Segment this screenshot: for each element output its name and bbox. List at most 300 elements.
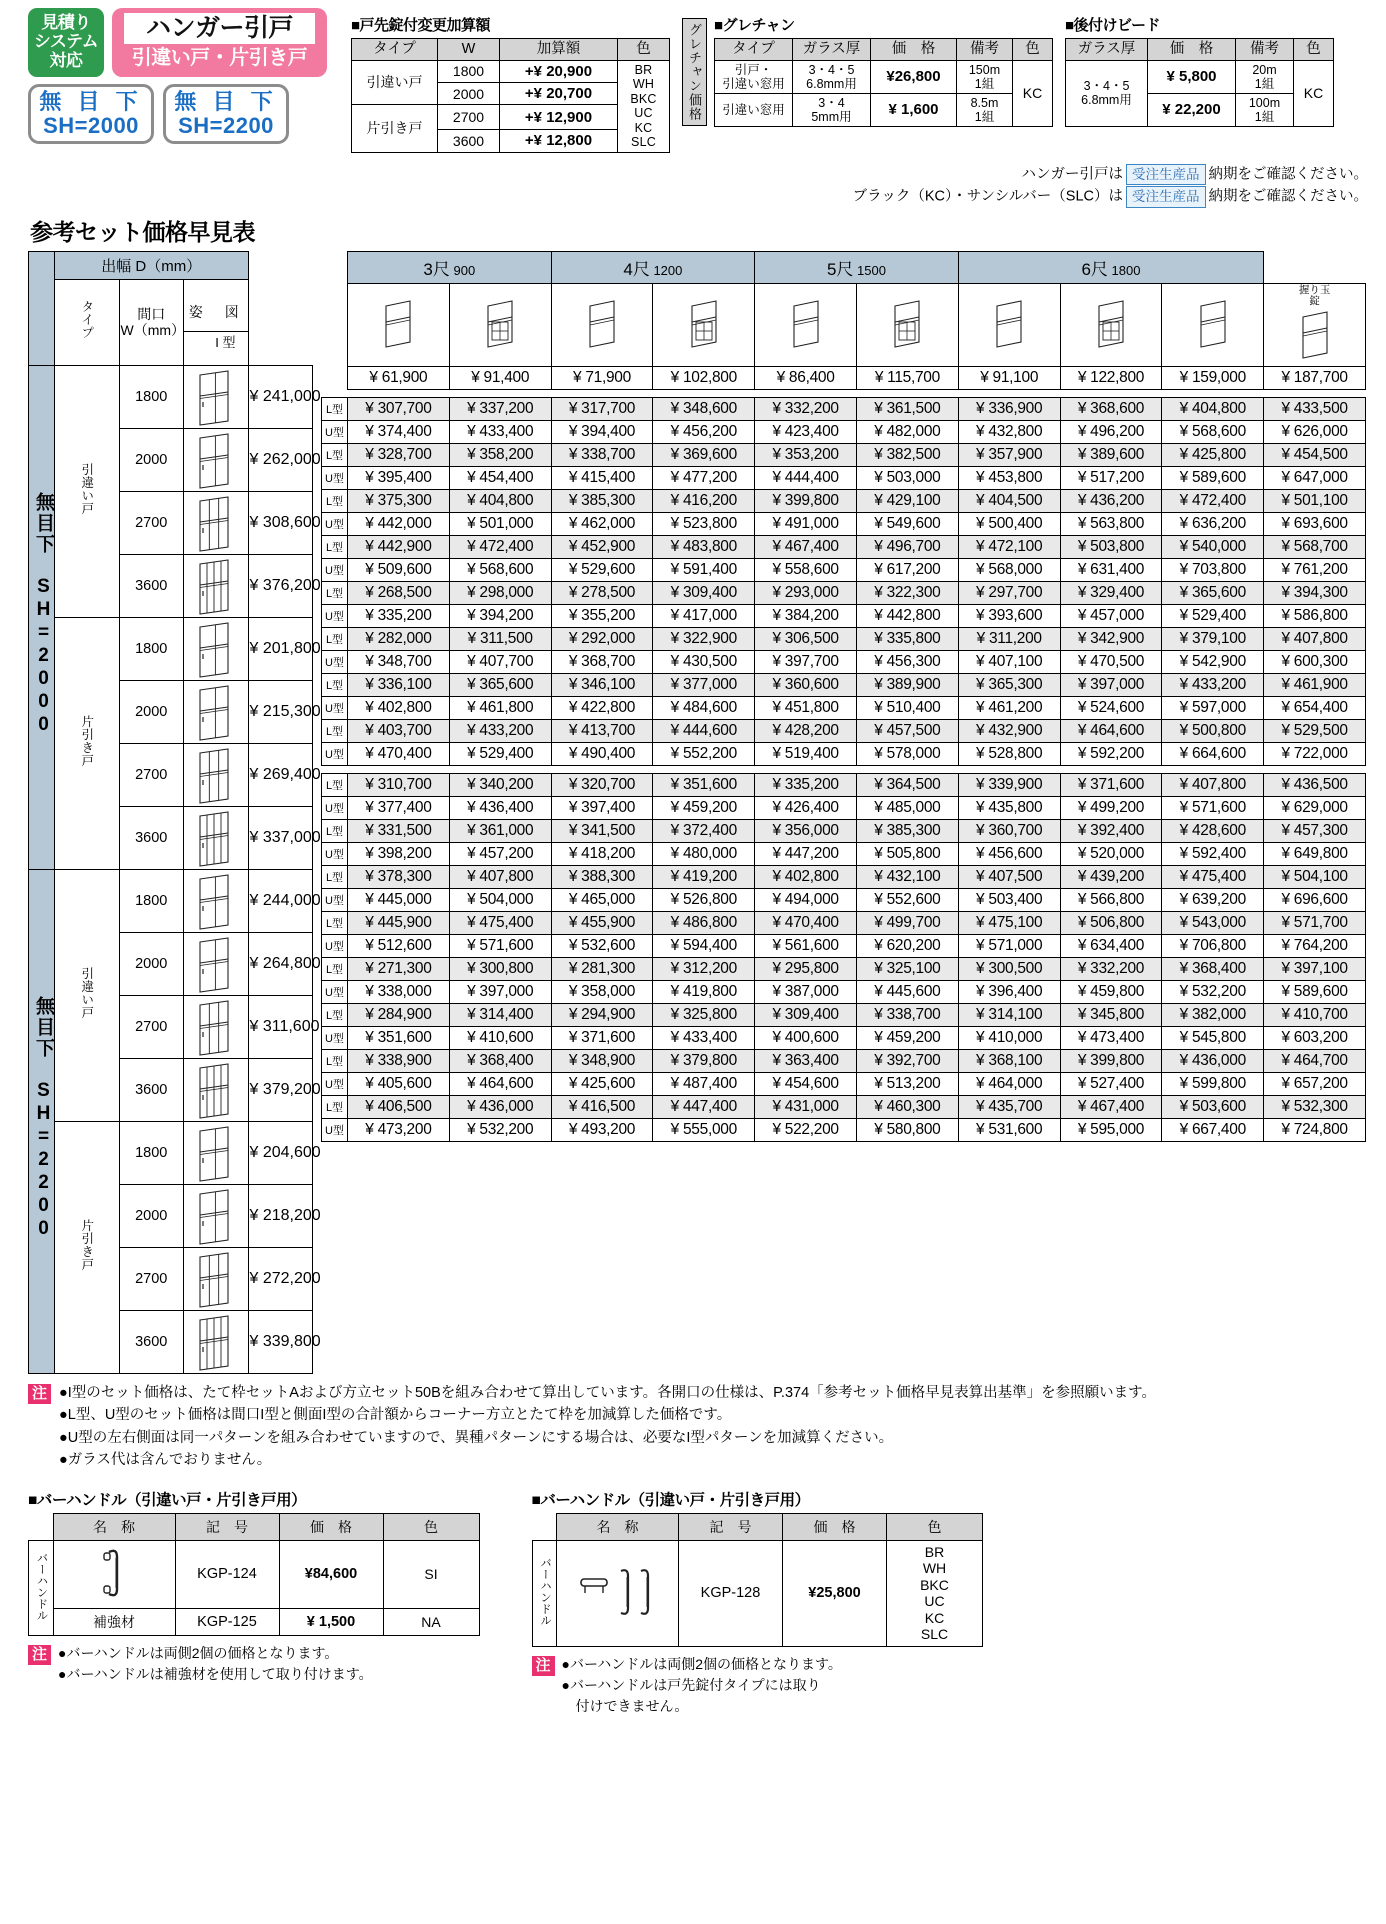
price-cell: ¥ 467,400 bbox=[755, 535, 857, 558]
price-cell: ¥ 311,200 bbox=[958, 627, 1060, 650]
price-cell: ¥ 664,600 bbox=[1162, 742, 1264, 765]
sh2000-badge bbox=[28, 84, 154, 144]
cell-w: 2000 bbox=[438, 82, 500, 104]
th-color: 色 bbox=[618, 39, 670, 61]
door-diagram-cell bbox=[184, 1247, 249, 1310]
width-cell: 3600 bbox=[119, 806, 184, 869]
price-cell: ¥ 317,700 bbox=[551, 397, 653, 420]
door-type-cell: 片引き戸 bbox=[55, 1121, 120, 1373]
sh2200-badge bbox=[163, 84, 289, 144]
handle-diagram-cell bbox=[53, 1540, 175, 1608]
price-cell: ¥ 503,400 bbox=[958, 888, 1060, 911]
right-header-row-1 bbox=[322, 251, 1366, 283]
price-cell: ¥ 360,700 bbox=[958, 819, 1060, 842]
th-code: 記 号 bbox=[679, 1513, 783, 1540]
sh2200-label: 無 目 下 bbox=[174, 88, 278, 114]
price-row-l bbox=[322, 819, 1366, 842]
price-cell: ¥ 456,600 bbox=[958, 842, 1060, 865]
price-cell: ¥ 491,000 bbox=[755, 512, 857, 535]
i-gata-price-cell: ¥ 91,100 bbox=[958, 366, 1060, 389]
door-diagram-cell bbox=[184, 680, 249, 743]
price-cell: ¥ 331,500 bbox=[348, 819, 450, 842]
set-price-cell: ¥ 262,000 bbox=[248, 428, 313, 491]
door-diagram-cell bbox=[184, 1121, 249, 1184]
price-table-right bbox=[321, 251, 1366, 1150]
handle-name-cell: 補強材 bbox=[53, 1608, 175, 1635]
price-cell: ¥ 524,600 bbox=[1060, 696, 1162, 719]
price-cell: ¥ 314,400 bbox=[449, 1003, 551, 1026]
top-small-tables bbox=[351, 8, 1334, 153]
price-cell: ¥ 442,900 bbox=[348, 535, 450, 558]
price-cell: ¥ 568,700 bbox=[1264, 535, 1366, 558]
price-cell: ¥ 336,100 bbox=[348, 673, 450, 696]
price-cell: ¥ 382,500 bbox=[856, 443, 958, 466]
price-cell: ¥ 501,100 bbox=[1264, 489, 1366, 512]
sh2000-label: 無 目 下 bbox=[39, 88, 143, 114]
price-row-u bbox=[322, 696, 1366, 719]
sh-label-cell: 無目下 SH=2000 bbox=[29, 365, 55, 869]
cell-price: ¥ 1,600 bbox=[871, 93, 957, 126]
price-cell: ¥ 292,000 bbox=[551, 627, 653, 650]
price-cell: ¥ 314,100 bbox=[958, 1003, 1060, 1026]
price-table-area bbox=[28, 251, 1372, 1374]
price-cell: ¥ 436,400 bbox=[449, 796, 551, 819]
price-cell: ¥ 436,000 bbox=[449, 1095, 551, 1118]
th-name: 名 称 bbox=[53, 1513, 175, 1540]
th-note: 備考 bbox=[1236, 39, 1294, 61]
badge-line-3: 対応 bbox=[49, 51, 83, 71]
price-cell: ¥ 407,800 bbox=[449, 865, 551, 888]
handle-color-cell: SI bbox=[383, 1540, 479, 1608]
price-row-u bbox=[322, 466, 1366, 489]
price-cell: ¥ 526,800 bbox=[653, 888, 755, 911]
width-cell: 2700 bbox=[119, 491, 184, 554]
price-cell: ¥ 342,900 bbox=[1060, 627, 1162, 650]
width-cell: 2000 bbox=[119, 680, 184, 743]
price-cell: ¥ 494,000 bbox=[755, 888, 857, 911]
price-cell: ¥ 552,600 bbox=[856, 888, 958, 911]
price-cell: ¥ 456,200 bbox=[653, 420, 755, 443]
set-price-cell: ¥ 201,800 bbox=[248, 617, 313, 680]
th-code: 記 号 bbox=[175, 1513, 279, 1540]
price-cell: ¥ 696,600 bbox=[1264, 888, 1366, 911]
cell-glass: 3・4・5 6.8mm用 bbox=[1066, 60, 1148, 126]
price-cell: ¥ 529,600 bbox=[551, 558, 653, 581]
price-cell: ¥ 461,800 bbox=[449, 696, 551, 719]
price-cell: ¥ 399,800 bbox=[1060, 1049, 1162, 1072]
row-type-tag: L型 bbox=[322, 911, 348, 934]
tosakijou-table-block bbox=[351, 14, 670, 153]
handle-color-cell: BR WH BKC UC KC SLC bbox=[887, 1540, 983, 1646]
table-row bbox=[29, 617, 313, 680]
i-gata-price-cell: ¥ 71,900 bbox=[551, 366, 653, 389]
mu-header-cell bbox=[29, 251, 55, 365]
price-cell: ¥ 457,200 bbox=[449, 842, 551, 865]
size-header-900: 3尺 900 bbox=[348, 251, 552, 283]
price-row-l bbox=[322, 535, 1366, 558]
price-cell: ¥ 397,100 bbox=[1264, 957, 1366, 980]
price-cell: ¥ 461,200 bbox=[958, 696, 1060, 719]
price-cell: ¥ 371,600 bbox=[551, 1026, 653, 1049]
price-cell: ¥ 457,300 bbox=[1264, 819, 1366, 842]
notice-pre: ハンガー引戸は bbox=[1021, 166, 1123, 183]
price-cell: ¥ 284,900 bbox=[348, 1003, 450, 1026]
cell-type-katahiki: 片引き戸 bbox=[352, 105, 438, 153]
price-cell: ¥ 451,800 bbox=[755, 696, 857, 719]
table-header-row bbox=[352, 39, 670, 61]
price-cell: ¥ 722,000 bbox=[1264, 742, 1366, 765]
price-cell: ¥ 667,400 bbox=[1162, 1118, 1264, 1141]
price-cell: ¥ 561,600 bbox=[755, 934, 857, 957]
price-cell: ¥ 599,800 bbox=[1162, 1072, 1264, 1095]
price-cell: ¥ 355,200 bbox=[551, 604, 653, 627]
price-cell: ¥ 490,400 bbox=[551, 742, 653, 765]
price-cell: ¥ 486,800 bbox=[653, 911, 755, 934]
price-cell: ¥ 385,300 bbox=[551, 489, 653, 512]
price-cell: ¥ 281,300 bbox=[551, 957, 653, 980]
price-cell: ¥ 447,200 bbox=[755, 842, 857, 865]
price-cell: ¥ 504,100 bbox=[1264, 865, 1366, 888]
table-row bbox=[1066, 60, 1334, 93]
price-cell: ¥ 364,500 bbox=[856, 773, 958, 796]
th-glass: ガラス厚 bbox=[793, 39, 871, 61]
atozuke-block bbox=[1065, 14, 1334, 127]
row-type-tag: L型 bbox=[322, 397, 348, 420]
price-cell: ¥ 634,400 bbox=[1060, 934, 1162, 957]
bar-handle-note-item: ●バーハンドルは両側2個の価格となります。 bbox=[561, 1655, 842, 1672]
price-cell: ¥ 465,000 bbox=[551, 888, 653, 911]
price-cell: ¥ 485,000 bbox=[856, 796, 958, 819]
table-header-row bbox=[1066, 39, 1334, 61]
table-row bbox=[29, 1540, 480, 1608]
cell-note: 20m 1組 bbox=[1236, 60, 1294, 93]
price-cell: ¥ 460,300 bbox=[856, 1095, 958, 1118]
price-cell: ¥ 510,400 bbox=[856, 696, 958, 719]
price-row-u bbox=[322, 796, 1366, 819]
price-cell: ¥ 464,000 bbox=[958, 1072, 1060, 1095]
price-cell: ¥ 271,300 bbox=[348, 957, 450, 980]
price-cell: ¥ 392,700 bbox=[856, 1049, 958, 1072]
set-price-cell: ¥ 269,400 bbox=[248, 743, 313, 806]
cell-add: +¥ 20,700 bbox=[500, 82, 618, 104]
price-cell: ¥ 509,600 bbox=[348, 558, 450, 581]
handle-code-cell: KGP-128 bbox=[679, 1540, 783, 1646]
th-name: 名 称 bbox=[557, 1513, 679, 1540]
price-cell: ¥ 503,800 bbox=[1060, 535, 1162, 558]
row-type-tag: L型 bbox=[322, 673, 348, 696]
door-diagram-cell bbox=[184, 869, 249, 932]
price-cell: ¥ 368,100 bbox=[958, 1049, 1060, 1072]
notice-post: 納期をご確認ください。 bbox=[1208, 166, 1368, 183]
hanger-door-badge bbox=[112, 8, 327, 77]
price-cell: ¥ 529,400 bbox=[1162, 604, 1264, 627]
price-row-u bbox=[322, 512, 1366, 535]
width-cell: 3600 bbox=[119, 1058, 184, 1121]
price-cell: ¥ 309,400 bbox=[653, 581, 755, 604]
price-cell: ¥ 337,200 bbox=[449, 397, 551, 420]
badge-group bbox=[28, 8, 327, 144]
price-cell: ¥ 389,900 bbox=[856, 673, 958, 696]
price-cell: ¥ 472,100 bbox=[958, 535, 1060, 558]
footnote-item: ●L型、U型のセット価格は間口I型と側面I型の合計額からコーナー方立とたて枠を加減算した価格です。 bbox=[59, 1407, 732, 1424]
i-gata-price-cell: ¥ 61,900 bbox=[348, 366, 450, 389]
price-cell: ¥ 416,200 bbox=[653, 489, 755, 512]
th-color: 色 bbox=[383, 1513, 479, 1540]
price-cell: ¥ 431,000 bbox=[755, 1095, 857, 1118]
price-cell: ¥ 540,000 bbox=[1162, 535, 1264, 558]
handle-vert-label: バーハンドル bbox=[29, 1540, 54, 1635]
price-cell: ¥ 358,200 bbox=[449, 443, 551, 466]
price-cell: ¥ 336,900 bbox=[958, 397, 1060, 420]
price-cell: ¥ 693,600 bbox=[1264, 512, 1366, 535]
i-gata-price-cell: ¥ 122,800 bbox=[1060, 366, 1162, 389]
price-cell: ¥ 335,200 bbox=[348, 604, 450, 627]
price-cell: ¥ 395,400 bbox=[348, 466, 450, 489]
price-cell: ¥ 436,000 bbox=[1162, 1049, 1264, 1072]
price-cell: ¥ 432,100 bbox=[856, 865, 958, 888]
price-cell: ¥ 454,400 bbox=[449, 466, 551, 489]
price-cell: ¥ 433,200 bbox=[449, 719, 551, 742]
price-cell: ¥ 392,400 bbox=[1060, 819, 1162, 842]
price-cell: ¥ 405,600 bbox=[348, 1072, 450, 1095]
price-cell: ¥ 388,300 bbox=[551, 865, 653, 888]
price-cell: ¥ 477,200 bbox=[653, 466, 755, 489]
price-cell: ¥ 393,600 bbox=[958, 604, 1060, 627]
made-to-order-tag: 受注生産品 bbox=[1126, 164, 1206, 186]
cell-note: 150m 1組 bbox=[957, 60, 1013, 93]
price-cell: ¥ 328,700 bbox=[348, 443, 450, 466]
note-mark: 注 bbox=[532, 1656, 555, 1676]
nigiri-header: 握り玉 錠 bbox=[1264, 283, 1366, 366]
price-cell: ¥ 404,500 bbox=[958, 489, 1060, 512]
row-type-tag: U型 bbox=[322, 558, 348, 581]
atozuke-table bbox=[1065, 38, 1334, 127]
bar-handle-note-item: 付けできません。 bbox=[561, 1697, 689, 1714]
cell-colors: BR WH BKC UC KC SLC bbox=[618, 60, 670, 152]
price-cell: ¥ 631,400 bbox=[1060, 558, 1162, 581]
set-price-cell: ¥ 376,200 bbox=[248, 554, 313, 617]
price-cell: ¥ 647,000 bbox=[1264, 466, 1366, 489]
price-cell: ¥ 404,800 bbox=[1162, 397, 1264, 420]
price-cell: ¥ 368,600 bbox=[1060, 397, 1162, 420]
price-row-l bbox=[322, 719, 1366, 742]
notice-line-2 bbox=[0, 186, 1368, 208]
th-color: 色 bbox=[1013, 39, 1053, 61]
price-cell: ¥ 310,700 bbox=[348, 773, 450, 796]
price-cell: ¥ 654,400 bbox=[1264, 696, 1366, 719]
price-cell: ¥ 293,000 bbox=[755, 581, 857, 604]
th-price: 価 格 bbox=[1148, 39, 1236, 61]
price-cell: ¥ 445,900 bbox=[348, 911, 450, 934]
width-cell: 1800 bbox=[119, 365, 184, 428]
width-cell: 2700 bbox=[119, 743, 184, 806]
bar-handle-title: ■バーハンドル（引違い戸・片引き戸用） bbox=[531, 1491, 810, 1509]
price-row-u bbox=[322, 558, 1366, 581]
door-diagram-cell bbox=[184, 743, 249, 806]
price-cell: ¥ 335,200 bbox=[755, 773, 857, 796]
price-cell: ¥ 620,200 bbox=[856, 934, 958, 957]
gurechan-table-block bbox=[714, 14, 1053, 127]
price-cell: ¥ 512,600 bbox=[348, 934, 450, 957]
price-cell: ¥ 394,300 bbox=[1264, 581, 1366, 604]
row-type-tag: U型 bbox=[322, 466, 348, 489]
price-cell: ¥ 493,200 bbox=[551, 1118, 653, 1141]
price-row-l bbox=[322, 627, 1366, 650]
row-type-tag: L型 bbox=[322, 1003, 348, 1026]
bar-handle-block-2 bbox=[532, 1488, 984, 1717]
notice-pre: ブラック（KC）・サンシルバー（SLC）は bbox=[852, 188, 1123, 205]
price-cell: ¥ 459,200 bbox=[653, 796, 755, 819]
price-cell: ¥ 626,000 bbox=[1264, 420, 1366, 443]
handle-code-cell: KGP-125 bbox=[175, 1608, 279, 1635]
price-cell: ¥ 586,800 bbox=[1264, 604, 1366, 627]
price-cell: ¥ 375,300 bbox=[348, 489, 450, 512]
price-cell: ¥ 361,000 bbox=[449, 819, 551, 842]
set-price-cell: ¥ 241,000 bbox=[248, 365, 313, 428]
cell-price: ¥26,800 bbox=[871, 60, 957, 93]
bar-handle-notes bbox=[28, 1643, 480, 1685]
price-cell: ¥ 435,700 bbox=[958, 1095, 1060, 1118]
spacer-row bbox=[322, 1141, 1366, 1149]
price-cell: ¥ 522,200 bbox=[755, 1118, 857, 1141]
set-price-cell: ¥ 215,300 bbox=[248, 680, 313, 743]
price-cell: ¥ 761,200 bbox=[1264, 558, 1366, 581]
table-row bbox=[29, 869, 313, 932]
price-cell: ¥ 499,200 bbox=[1060, 796, 1162, 819]
price-cell: ¥ 496,700 bbox=[856, 535, 958, 558]
cell-add: +¥ 20,900 bbox=[500, 60, 618, 82]
width-cell: 2000 bbox=[119, 1184, 184, 1247]
price-cell: ¥ 764,200 bbox=[1264, 934, 1366, 957]
left-header-row-2 bbox=[29, 279, 313, 365]
th-color: 色 bbox=[887, 1513, 983, 1540]
price-cell: ¥ 483,800 bbox=[653, 535, 755, 558]
price-cell: ¥ 348,900 bbox=[551, 1049, 653, 1072]
price-row-l bbox=[322, 397, 1366, 420]
handle-code-cell: KGP-124 bbox=[175, 1540, 279, 1608]
price-cell: ¥ 545,800 bbox=[1162, 1026, 1264, 1049]
price-cell: ¥ 499,700 bbox=[856, 911, 958, 934]
price-cell: ¥ 500,800 bbox=[1162, 719, 1264, 742]
tosakijou-title: ■戸先錠付変更加算額 bbox=[351, 17, 491, 34]
price-cell: ¥ 295,800 bbox=[755, 957, 857, 980]
price-row-u bbox=[322, 650, 1366, 673]
price-cell: ¥ 432,900 bbox=[958, 719, 1060, 742]
price-cell: ¥ 500,400 bbox=[958, 512, 1060, 535]
door-type-cell: 引違い戸 bbox=[55, 365, 120, 617]
door-diagram-cell bbox=[184, 1184, 249, 1247]
table-row bbox=[352, 60, 670, 82]
set-price-cell: ¥ 337,000 bbox=[248, 806, 313, 869]
row-type-tag: U型 bbox=[322, 1118, 348, 1141]
price-cell: ¥ 470,500 bbox=[1060, 650, 1162, 673]
maguchi-header: 間口 W（mm） bbox=[119, 279, 184, 365]
price-cell: ¥ 603,200 bbox=[1264, 1026, 1366, 1049]
price-cell: ¥ 657,200 bbox=[1264, 1072, 1366, 1095]
price-row-l bbox=[322, 1095, 1366, 1118]
price-row-l bbox=[322, 443, 1366, 466]
price-cell: ¥ 461,900 bbox=[1264, 673, 1366, 696]
th-price: 価 格 bbox=[783, 1513, 887, 1540]
price-cell: ¥ 320,700 bbox=[551, 773, 653, 796]
footnote-item: ●ガラス代は含んでおりません。 bbox=[59, 1452, 272, 1469]
price-cell: ¥ 294,900 bbox=[551, 1003, 653, 1026]
handle-price-cell: ¥25,800 bbox=[783, 1540, 887, 1646]
door-diagram-cell bbox=[184, 1310, 249, 1373]
price-cell: ¥ 402,800 bbox=[348, 696, 450, 719]
th-price: 価 格 bbox=[871, 39, 957, 61]
th-note: 備考 bbox=[957, 39, 1013, 61]
price-cell: ¥ 368,400 bbox=[449, 1049, 551, 1072]
price-row-l bbox=[322, 957, 1366, 980]
price-cell: ¥ 407,500 bbox=[958, 865, 1060, 888]
price-row-l bbox=[322, 489, 1366, 512]
price-cell: ¥ 419,200 bbox=[653, 865, 755, 888]
width-cell: 1800 bbox=[119, 1121, 184, 1184]
price-cell: ¥ 503,000 bbox=[856, 466, 958, 489]
price-cell: ¥ 300,800 bbox=[449, 957, 551, 980]
price-row-u bbox=[322, 1026, 1366, 1049]
price-cell: ¥ 592,400 bbox=[1162, 842, 1264, 865]
price-cell: ¥ 307,700 bbox=[348, 397, 450, 420]
price-cell: ¥ 504,000 bbox=[449, 888, 551, 911]
cell-note: 8.5m 1組 bbox=[957, 93, 1013, 126]
handle-color-cell: NA bbox=[383, 1608, 479, 1635]
price-cell: ¥ 407,700 bbox=[449, 650, 551, 673]
price-cell: ¥ 351,600 bbox=[653, 773, 755, 796]
price-cell: ¥ 335,800 bbox=[856, 627, 958, 650]
th-add: 加算額 bbox=[500, 39, 618, 61]
price-cell: ¥ 348,700 bbox=[348, 650, 450, 673]
made-to-order-tag: 受注生産品 bbox=[1126, 186, 1206, 208]
price-cell: ¥ 278,500 bbox=[551, 581, 653, 604]
price-cell: ¥ 371,600 bbox=[1060, 773, 1162, 796]
header-diagram-cell bbox=[1162, 283, 1264, 366]
price-cell: ¥ 563,800 bbox=[1060, 512, 1162, 535]
estimate-system-badge bbox=[28, 8, 104, 77]
price-row-l bbox=[322, 673, 1366, 696]
price-cell: ¥ 365,600 bbox=[1162, 581, 1264, 604]
price-cell: ¥ 454,500 bbox=[1264, 443, 1366, 466]
price-cell: ¥ 444,400 bbox=[755, 466, 857, 489]
spacer-row bbox=[322, 389, 1366, 397]
i-gata-price-cell: ¥ 159,000 bbox=[1162, 366, 1264, 389]
price-row-l bbox=[322, 581, 1366, 604]
header-diagram-cell bbox=[958, 283, 1060, 366]
width-cell: 2000 bbox=[119, 428, 184, 491]
note-mark: 注 bbox=[28, 1645, 51, 1665]
price-row-u bbox=[322, 604, 1366, 627]
price-cell: ¥ 338,700 bbox=[551, 443, 653, 466]
header-diagram-cell bbox=[755, 283, 857, 366]
price-cell: ¥ 455,900 bbox=[551, 911, 653, 934]
door-diagram-cell bbox=[184, 491, 249, 554]
price-cell: ¥ 325,800 bbox=[653, 1003, 755, 1026]
price-cell: ¥ 298,000 bbox=[449, 581, 551, 604]
price-cell: ¥ 523,800 bbox=[653, 512, 755, 535]
price-cell: ¥ 444,600 bbox=[653, 719, 755, 742]
cell-color: KC bbox=[1013, 60, 1053, 126]
price-cell: ¥ 543,000 bbox=[1162, 911, 1264, 934]
price-cell: ¥ 484,600 bbox=[653, 696, 755, 719]
handle-vert-label: バーハンドル bbox=[532, 1540, 557, 1646]
price-cell: ¥ 436,200 bbox=[1060, 489, 1162, 512]
price-cell: ¥ 351,600 bbox=[348, 1026, 450, 1049]
price-cell: ¥ 475,100 bbox=[958, 911, 1060, 934]
price-cell: ¥ 360,600 bbox=[755, 673, 857, 696]
price-cell: ¥ 348,600 bbox=[653, 397, 755, 420]
price-cell: ¥ 407,800 bbox=[1162, 773, 1264, 796]
